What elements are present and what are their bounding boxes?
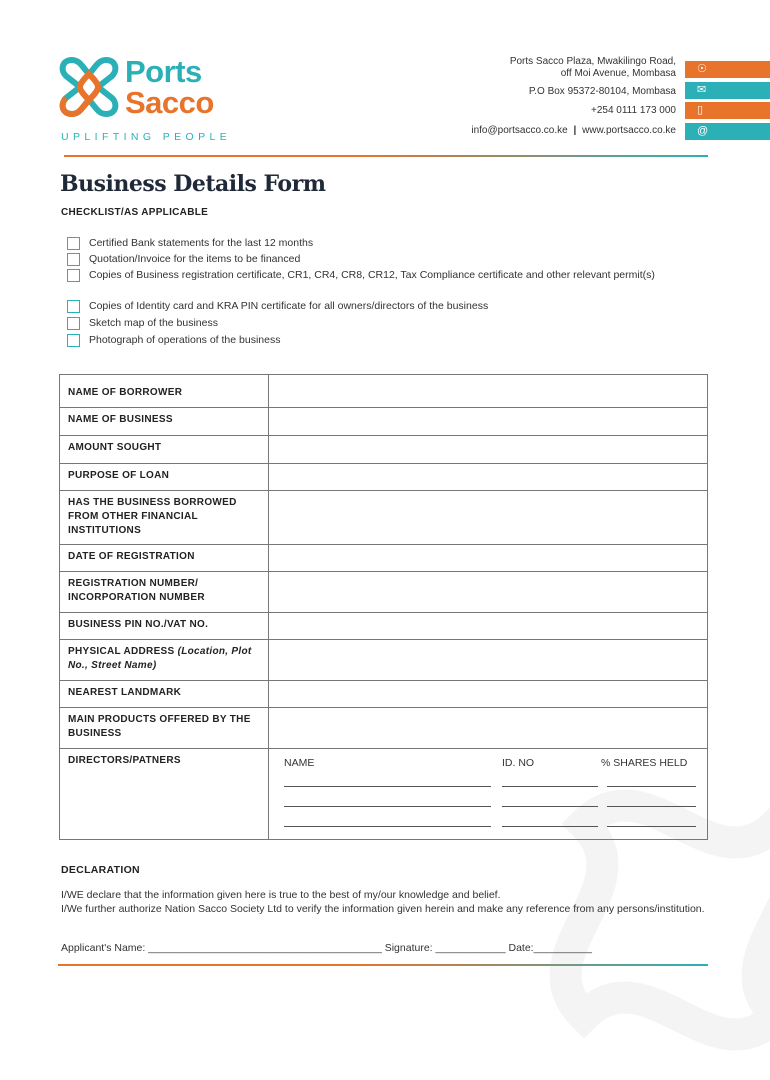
tagline: UPLIFTING PEOPLE (61, 131, 232, 143)
declaration-heading: DECLARATION (61, 864, 140, 876)
director-name-line[interactable] (284, 826, 491, 827)
checklist-item-label: Sketch map of the business (89, 317, 218, 329)
declaration-text (61, 889, 711, 916)
checklist-item-label: Quotation/Invoice for the items to be financed (89, 253, 301, 265)
header-divider (64, 155, 708, 157)
director-shares-line[interactable] (607, 786, 696, 787)
date-of-registration-field[interactable] (269, 545, 708, 572)
location-icon: ☉ (685, 61, 770, 78)
label-physical-address (60, 640, 269, 681)
at-icon: @ (685, 123, 770, 140)
directors-col-id: ID. NO (502, 757, 535, 769)
checkbox[interactable] (67, 317, 80, 330)
checklist-heading: CHECKLIST/AS APPLICABLE (61, 207, 209, 218)
checklist-item-label: Copies of Business registration certificate, CR1, CR4, CR8, CR12, Tax Compliance certificate and other relevant permit(s) (89, 269, 655, 281)
directors-field[interactable] (269, 749, 708, 840)
label-registration-number: REGISTRATION NUMBER/ INCORPORATION NUMBER (60, 572, 269, 613)
label-main-products: MAIN PRODUCTS OFFERED BY THE BUSINESS (60, 708, 269, 749)
director-id-line[interactable] (502, 826, 598, 827)
brand-name-line1: Ports (125, 54, 202, 89)
business-details-table (59, 374, 708, 840)
checklist-item-label: Certified Bank statements for the last 12 months (89, 237, 314, 249)
name-of-business-field[interactable] (269, 408, 708, 436)
main-products-field[interactable] (269, 708, 708, 749)
label-purpose-of-loan: PURPOSE OF LOAN (60, 464, 269, 491)
physical-address-label: PHYSICAL ADDRESS (68, 646, 175, 657)
checklist-item-label: Photograph of operations of the business (89, 334, 281, 346)
checklist-item-label: Copies of Identity card and KRA PIN certificate for all owners/directors of the business (89, 300, 489, 312)
email-website-line (471, 125, 676, 136)
form-title: Business Details Form (60, 171, 326, 197)
declaration-line2: I/We further authorize Nation Sacco Society Ltd to verify the information given herein and make any reference from any persons/institution. (61, 902, 705, 915)
checkbox[interactable] (67, 237, 80, 250)
checklist-item[interactable] (67, 236, 709, 251)
declaration-line1: I/WE declare that the information given here is true to the best of my/our knowledge and belief. (61, 889, 501, 901)
purpose-of-loan-field[interactable] (269, 464, 708, 491)
checkbox[interactable] (67, 334, 80, 347)
physical-address-hint: (Location, Plot No., Street Name) (68, 646, 252, 671)
checklist-item[interactable] (67, 268, 709, 283)
directors-col-shares: % SHARES HELD (601, 757, 688, 769)
phone-number: +254 0111 173 000 (591, 105, 676, 116)
director-shares-line[interactable] (607, 806, 696, 807)
mail-icon: ✉ (685, 82, 770, 99)
brand-name-line2: Sacco (125, 85, 214, 120)
business-pin-field[interactable] (269, 613, 708, 640)
label-name-of-business: NAME OF BUSINESS (60, 408, 269, 436)
po-box: P.O Box 95372-80104, Mombasa (528, 86, 676, 97)
address-line1: Ports Sacco Plaza, Mwakilingo Road, (509, 56, 676, 67)
physical-address-field[interactable] (269, 640, 708, 681)
label-amount-sought: AMOUNT SOUGHT (60, 436, 269, 464)
director-id-line[interactable] (502, 786, 598, 787)
phone-icon: ▯ (685, 102, 770, 119)
label-borrowed-elsewhere: HAS THE BUSINESS BORROWED FROM OTHER FINANCIAL INSTITUTIONS (60, 491, 269, 545)
checkbox[interactable] (67, 300, 80, 313)
checklist-item[interactable] (67, 252, 709, 267)
label-date-of-registration: DATE OF REGISTRATION (60, 545, 269, 572)
website-link[interactable]: www.portsacco.co.ke (582, 125, 676, 136)
brand-name (125, 56, 214, 118)
address-line2: off Moi Avenue, Mombasa (560, 68, 676, 79)
checkbox[interactable] (67, 253, 80, 266)
checklist-item[interactable] (67, 316, 709, 331)
label-business-pin: BUSINESS PIN NO./VAT NO. (60, 613, 269, 640)
borrowed-elsewhere-field[interactable] (269, 491, 708, 545)
name-of-borrower-field[interactable] (269, 375, 708, 408)
registration-number-field[interactable] (269, 572, 708, 613)
ports-sacco-logo-icon (58, 54, 120, 120)
director-name-line[interactable] (284, 806, 491, 807)
director-shares-line[interactable] (607, 826, 696, 827)
signature-row[interactable]: Applicant's Name: ________________________________________ Signature: ____________ Date:__________ (61, 942, 592, 954)
director-name-line[interactable] (284, 786, 491, 787)
footer-divider (58, 964, 708, 966)
checklist-item[interactable] (67, 333, 709, 348)
label-directors: DIRECTORS/PATNERS (60, 749, 269, 840)
email-link[interactable]: info@portsacco.co.ke (471, 125, 568, 136)
directors-col-name: NAME (284, 757, 315, 769)
director-id-line[interactable] (502, 806, 598, 807)
label-nearest-landmark: NEAREST LANDMARK (60, 681, 269, 708)
separator: | (573, 125, 577, 136)
checklist-item[interactable] (67, 299, 709, 314)
label-name-of-borrower: NAME OF BORROWER (60, 375, 269, 408)
nearest-landmark-field[interactable] (269, 681, 708, 708)
amount-sought-field[interactable] (269, 436, 708, 464)
checkbox[interactable] (67, 269, 80, 282)
